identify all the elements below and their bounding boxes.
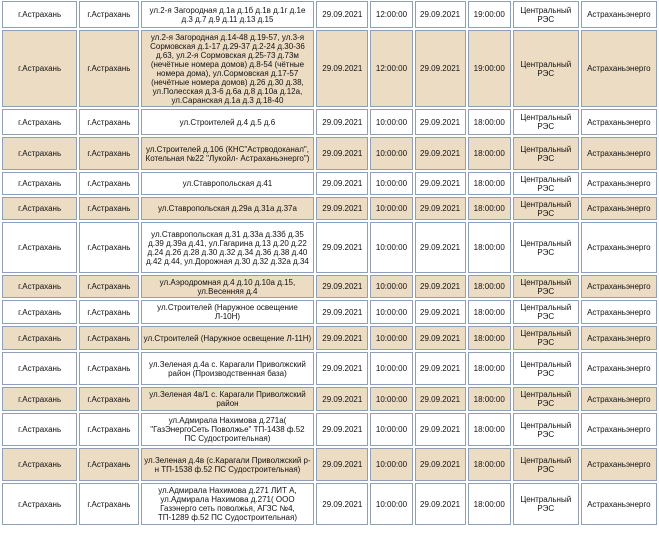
end-date-cell: 29.09.2021 xyxy=(415,326,466,350)
district-cell: Центральный РЭС xyxy=(513,1,579,28)
locality-cell: г.Астрахань xyxy=(79,326,138,350)
locality-cell: г.Астрахань xyxy=(79,352,138,385)
start-date-cell: 29.09.2021 xyxy=(316,197,368,220)
locality-cell: г.Астрахань xyxy=(79,137,138,170)
start-time-cell: 10:00:00 xyxy=(370,483,412,525)
district-cell: Центральный РЭС xyxy=(513,483,579,525)
district-cell: Центральный РЭС xyxy=(513,222,579,273)
address-cell: ул.Строителей (Наружное освещение Л-10Н) xyxy=(141,300,315,324)
company-cell: Астраханьэнерго xyxy=(581,275,657,298)
start-time-cell: 10:00:00 xyxy=(370,275,412,298)
city-cell: г.Астрахань xyxy=(2,275,77,298)
end-date-cell: 29.09.2021 xyxy=(415,137,466,170)
company-cell: Астраханьэнерго xyxy=(581,326,657,350)
end-date-cell: 29.09.2021 xyxy=(415,222,466,273)
city-cell: г.Астрахань xyxy=(2,197,77,220)
address-cell: ул.Ставропольская д.31 д.33а д.33б д.35 д.39 д.39а д.41, ул.Гагарина д.13 д.20 д.22 д.24 д.26 д.28 д.30 д.32 д.34 д.36 д.38 д.40 д.42 д.44, ул.Дорожная д.30 д.32 д.32а д.34 xyxy=(141,222,315,273)
start-time-cell: 10:00:00 xyxy=(370,352,412,385)
company-cell: Астраханьэнерго xyxy=(581,448,657,481)
district-cell: Центральный РЭС xyxy=(513,172,579,195)
table-row xyxy=(2,222,657,273)
company-cell: Астраханьэнерго xyxy=(581,30,657,107)
end-date-cell: 29.09.2021 xyxy=(415,172,466,195)
start-time-cell: 10:00:00 xyxy=(370,387,412,411)
start-date-cell: 29.09.2021 xyxy=(316,137,368,170)
table-row xyxy=(2,326,657,350)
end-time-cell: 18:00:00 xyxy=(468,172,511,195)
end-date-cell: 29.09.2021 xyxy=(415,109,466,135)
address-cell: ул.Зеленая д.4а с. Карагали Приволжский район (Производственная база) xyxy=(141,352,315,385)
end-time-cell: 18:00:00 xyxy=(468,109,511,135)
locality-cell: г.Астрахань xyxy=(79,275,138,298)
start-date-cell: 29.09.2021 xyxy=(316,172,368,195)
city-cell: г.Астрахань xyxy=(2,172,77,195)
end-date-cell: 29.09.2021 xyxy=(415,483,466,525)
table-row xyxy=(2,30,657,107)
end-time-cell: 18:00:00 xyxy=(468,448,511,481)
start-time-cell: 10:00:00 xyxy=(370,222,412,273)
city-cell: г.Астрахань xyxy=(2,387,77,411)
end-date-cell: 29.09.2021 xyxy=(415,448,466,481)
end-time-cell: 19:00:00 xyxy=(468,1,511,28)
start-time-cell: 10:00:00 xyxy=(370,300,412,324)
locality-cell: г.Астрахань xyxy=(79,109,138,135)
district-cell: Центральный РЭС xyxy=(513,275,579,298)
start-time-cell: 10:00:00 xyxy=(370,137,412,170)
table-row xyxy=(2,448,657,481)
start-time-cell: 10:00:00 xyxy=(370,197,412,220)
table-row xyxy=(2,137,657,170)
start-time-cell: 10:00:00 xyxy=(370,172,412,195)
start-date-cell: 29.09.2021 xyxy=(316,413,368,446)
district-cell: Центральный РЭС xyxy=(513,197,579,220)
address-cell: ул.Ставропольская д.29а д.31а д.37а xyxy=(141,197,315,220)
end-time-cell: 18:00:00 xyxy=(468,275,511,298)
locality-cell: г.Астрахань xyxy=(79,197,138,220)
city-cell: г.Астрахань xyxy=(2,300,77,324)
city-cell: г.Астрахань xyxy=(2,222,77,273)
end-date-cell: 29.09.2021 xyxy=(415,352,466,385)
company-cell: Астраханьэнерго xyxy=(581,172,657,195)
end-time-cell: 18:00:00 xyxy=(468,326,511,350)
district-cell: Центральный РЭС xyxy=(513,109,579,135)
start-date-cell: 29.09.2021 xyxy=(316,483,368,525)
district-cell: Центральный РЭС xyxy=(513,413,579,446)
district-cell: Центральный РЭС xyxy=(513,300,579,324)
company-cell: Астраханьэнерго xyxy=(581,352,657,385)
address-cell: ул.2-я Загородная д.14-48 д.19-57, ул.3-я Сормовская д.1-17 д.29-37 д.2-24 д.30-36 д.63, ул.2-я Сормовская д.25-73 д.73м (нечётные номера домов) д.8-54 (чётные номера дома), ул.Сормовская д.17-57 (нечётные номера домов) д.26 д.30 д.38, ул.Полесская д.3-6 д.6а д.8 д.10а д.12а, ул.Саранская д.1а д.3 д.18-40 xyxy=(141,30,315,107)
company-cell: Астраханьэнерго xyxy=(581,109,657,135)
end-time-cell: 18:00:00 xyxy=(468,222,511,273)
end-time-cell: 18:00:00 xyxy=(468,352,511,385)
end-time-cell: 18:00:00 xyxy=(468,137,511,170)
start-date-cell: 29.09.2021 xyxy=(316,30,368,107)
table-row xyxy=(2,109,657,135)
city-cell: г.Астрахань xyxy=(2,413,77,446)
city-cell: г.Астрахань xyxy=(2,137,77,170)
city-cell: г.Астрахань xyxy=(2,483,77,525)
table-row xyxy=(2,300,657,324)
district-cell: Центральный РЭС xyxy=(513,387,579,411)
table-row xyxy=(2,483,657,525)
table-row xyxy=(2,387,657,411)
address-cell: ул.Ставропольская д.41 xyxy=(141,172,315,195)
table-body xyxy=(2,1,657,525)
locality-cell: г.Астрахань xyxy=(79,222,138,273)
city-cell: г.Астрахань xyxy=(2,1,77,28)
company-cell: Астраханьэнерго xyxy=(581,222,657,273)
city-cell: г.Астрахань xyxy=(2,352,77,385)
company-cell: Астраханьэнерго xyxy=(581,137,657,170)
address-cell: ул.Строителей д.106 (КНС"Астрводоканал", Котельная №22 "Лукойл- Астраханьэнерго") xyxy=(141,137,315,170)
address-cell: ул.Строителей д.4 д.5 д.6 xyxy=(141,109,315,135)
start-date-cell: 29.09.2021 xyxy=(316,352,368,385)
address-cell: ул.2-я Загородная д.1а д.1б д.1в д.1г д.1е д.3 д.7 д.9 д.11 д.13 д.15 xyxy=(141,1,315,28)
end-time-cell: 19:00:00 xyxy=(468,30,511,107)
end-time-cell: 18:00:00 xyxy=(468,300,511,324)
end-time-cell: 18:00:00 xyxy=(468,197,511,220)
locality-cell: г.Астрахань xyxy=(79,413,138,446)
end-date-cell: 29.09.2021 xyxy=(415,1,466,28)
table-row xyxy=(2,413,657,446)
district-cell: Центральный РЭС xyxy=(513,30,579,107)
table-row xyxy=(2,352,657,385)
district-cell: Центральный РЭС xyxy=(513,352,579,385)
address-cell: ул.Зеленая д.4в (с.Карагали Приволжский р-н ТП-1538 ф.52 ПС Судостроительная) xyxy=(141,448,315,481)
start-time-cell: 10:00:00 xyxy=(370,448,412,481)
company-cell: Астраханьэнерго xyxy=(581,300,657,324)
district-cell: Центральный РЭС xyxy=(513,448,579,481)
address-cell: ул.Строителей (Наружное освещение Л-11Н) xyxy=(141,326,315,350)
table-row xyxy=(2,1,657,28)
end-date-cell: 29.09.2021 xyxy=(415,413,466,446)
start-time-cell: 10:00:00 xyxy=(370,326,412,350)
end-date-cell: 29.09.2021 xyxy=(415,30,466,107)
table-row xyxy=(2,172,657,195)
end-date-cell: 29.09.2021 xyxy=(415,197,466,220)
end-date-cell: 29.09.2021 xyxy=(415,275,466,298)
start-time-cell: 12:00:00 xyxy=(370,30,412,107)
start-date-cell: 29.09.2021 xyxy=(316,326,368,350)
start-date-cell: 29.09.2021 xyxy=(316,109,368,135)
start-time-cell: 10:00:00 xyxy=(370,413,412,446)
city-cell: г.Астрахань xyxy=(2,30,77,107)
locality-cell: г.Астрахань xyxy=(79,1,138,28)
district-cell: Центральный РЭС xyxy=(513,137,579,170)
address-cell: ул.Адмирала Нахимова д.271а( "ГазЭнергоСеть Поволжье" ТП-1438 ф.52 ПС Судостроительная) xyxy=(141,413,315,446)
locality-cell: г.Астрахань xyxy=(79,172,138,195)
address-cell: ул.Адмирала Нахимова д.271 ЛИТ А, ул.Адмирала Нахимова д.271( ООО Газэнерго сеть поволжья, АГЗС №4, ТП-1289 ф.52 ПС Судостроительная) xyxy=(141,483,315,525)
end-date-cell: 29.09.2021 xyxy=(415,387,466,411)
company-cell: Астраханьэнерго xyxy=(581,387,657,411)
city-cell: г.Астрахань xyxy=(2,109,77,135)
start-time-cell: 12:00:00 xyxy=(370,1,412,28)
end-date-cell: 29.09.2021 xyxy=(415,300,466,324)
start-date-cell: 29.09.2021 xyxy=(316,222,368,273)
start-date-cell: 29.09.2021 xyxy=(316,1,368,28)
company-cell: Астраханьэнерго xyxy=(581,483,657,525)
start-date-cell: 29.09.2021 xyxy=(316,387,368,411)
company-cell: Астраханьэнерго xyxy=(581,197,657,220)
locality-cell: г.Астрахань xyxy=(79,387,138,411)
locality-cell: г.Астрахань xyxy=(79,30,138,107)
start-date-cell: 29.09.2021 xyxy=(316,300,368,324)
address-cell: ул.Зеленая 4в/1 с. Карагали Приволжский район xyxy=(141,387,315,411)
locality-cell: г.Астрахань xyxy=(79,300,138,324)
company-cell: Астраханьэнерго xyxy=(581,413,657,446)
start-date-cell: 29.09.2021 xyxy=(316,448,368,481)
city-cell: г.Астрахань xyxy=(2,326,77,350)
locality-cell: г.Астрахань xyxy=(79,448,138,481)
end-time-cell: 18:00:00 xyxy=(468,483,511,525)
city-cell: г.Астрахань xyxy=(2,448,77,481)
end-time-cell: 18:00:00 xyxy=(468,413,511,446)
table-row xyxy=(2,197,657,220)
company-cell: Астраханьэнерго xyxy=(581,1,657,28)
end-time-cell: 18:00:00 xyxy=(468,387,511,411)
table-row xyxy=(2,275,657,298)
start-date-cell: 29.09.2021 xyxy=(316,275,368,298)
start-time-cell: 10:00:00 xyxy=(370,109,412,135)
address-cell: ул.Аэродромная д.4 д.10 д.10а д.15, ул.Весенняя д.4 xyxy=(141,275,315,298)
locality-cell: г.Астрахань xyxy=(79,483,138,525)
district-cell: Центральный РЭС xyxy=(513,326,579,350)
